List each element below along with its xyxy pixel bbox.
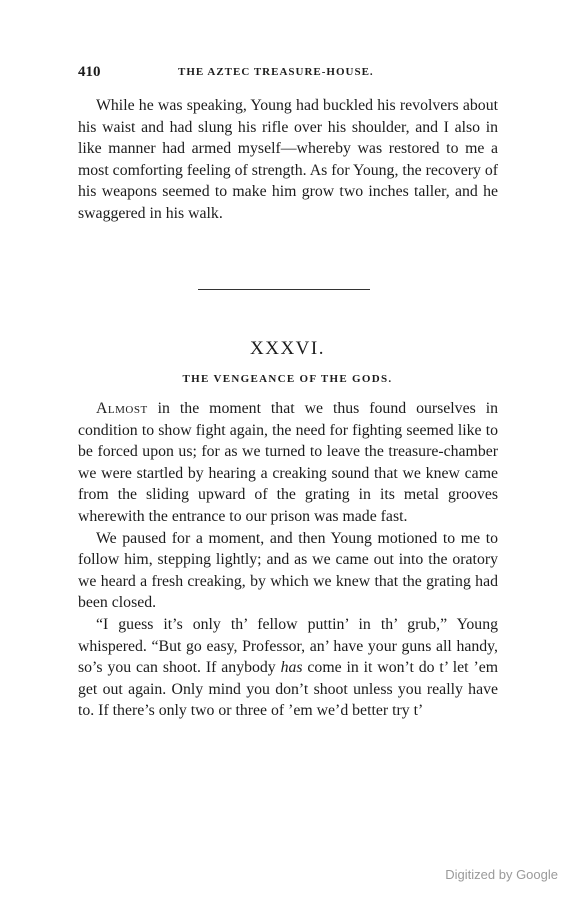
paragraph [78, 398, 498, 528]
paragraph: We paused for a moment, and then Young motioned to me to follow him, stepping lightly; and as we came out into the oratory we heard a fresh creaking, by which we knew that the grating had been closed. [78, 529, 498, 612]
paragraph-text: come in it won’t do t’ let ’em get out again. Only mind you don’t shoot unless you really have to. If there’s only two or three of ’em we’d better try t’ [78, 659, 499, 720]
chapter-title: THE VENGEANCE OF THE GODS. [182, 373, 393, 385]
section-divider [198, 289, 370, 290]
digitized-watermark: Digitized by Google [445, 867, 558, 882]
lead-word: Almost [96, 400, 148, 417]
paragraph [78, 614, 498, 722]
text-block-chapter [78, 398, 498, 722]
paragraph-text: in the moment that we thus found ourselves in condition to show fight again, the need for fighting seemed like to be forced upon us; for as we turned to leave the treasure-chamber we were startled by hearing a creaking sound that we knew came from the sliding upward of the grating in its metal grooves wherewith the entrance to our prison was made fast. [78, 400, 498, 525]
paragraph: While he was speaking, Young had buckled his revolvers about his waist and had slung his rifle over his shoulder, and I also in like manner had armed myself—whereby was restored to me a most comforting feeling of strength. As for Young, the recovery of his weapons seemed to make him grow two inches taller, and he swaggered in his walk. [78, 97, 498, 222]
paragraph-text: “I guess it’s only th’ fellow puttin’ in th’ grub,” Young whispered. “But go easy, Professor, an’ have your guns all handy, so’s you can shoot. If anybody [78, 615, 498, 677]
page-number: 410 [78, 64, 101, 80]
running-title: THE AZTEC TREASURE-HOUSE. [178, 66, 374, 78]
chapter-number: XXXVI. [250, 338, 325, 359]
text-block-top [78, 95, 498, 225]
emphasis: has [280, 659, 303, 677]
page-header [78, 64, 498, 82]
